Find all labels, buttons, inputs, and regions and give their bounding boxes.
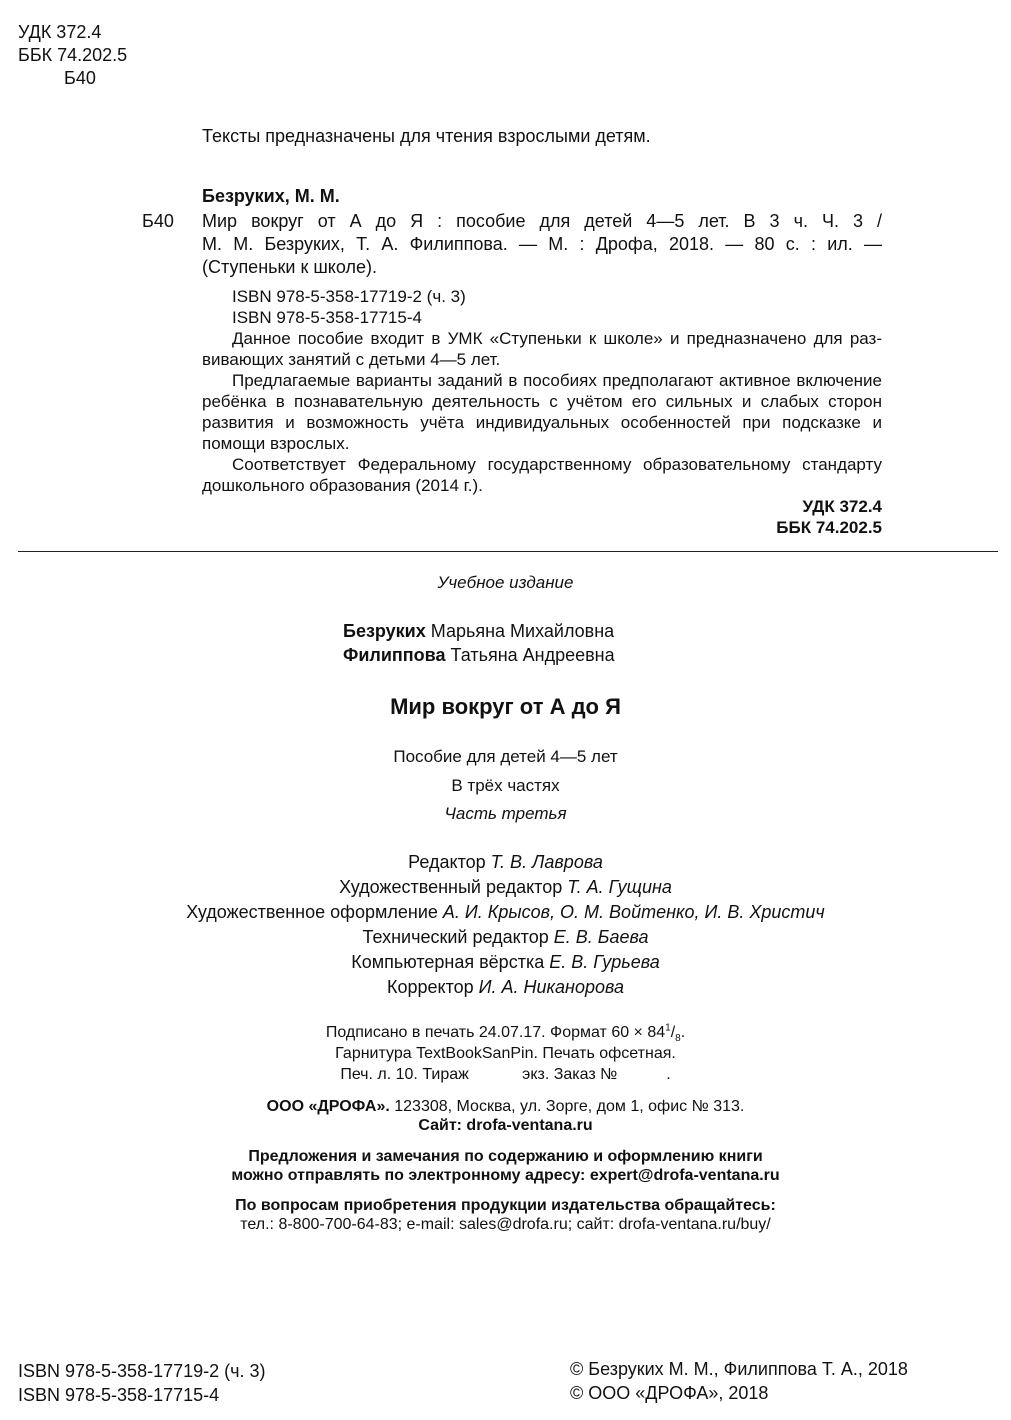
bib-author-heading: Безруких, М. М.	[202, 186, 340, 206]
print-info-line	[0, 1023, 1011, 1043]
credit-line	[0, 926, 1011, 948]
print-info-line: Гарнитура TextBookSanPin. Печать офсетная.	[335, 1045, 676, 1062]
annotation-line: Данное пособие входит в УМК «Ступеньки к школе» и предназначено для раз-	[232, 329, 882, 348]
format-denominator: 8	[675, 1033, 681, 1045]
publisher-site: Сайт: drofa-ventana.ru	[418, 1117, 593, 1134]
format-numerator: 1	[665, 1022, 671, 1034]
annotation-line: развития и возможность учёта индивидуальных особенностей при подсказке и	[202, 413, 882, 432]
author-surname: Безруких	[343, 621, 426, 641]
bib-udk: УДК 372.4	[802, 497, 882, 516]
author-surname: Филиппова	[343, 645, 446, 665]
book-parts: В трёх частях	[451, 776, 560, 795]
bib-description-line: Мир вокруг от А до Я : пособие для детей 4—5 лет. В 3 ч. Ч. 3 /	[202, 211, 882, 231]
publisher-name: ООО «ДРОФА».	[266, 1098, 390, 1115]
credit-name: Е. В. Гурьева	[549, 952, 660, 972]
book-subtitle: Пособие для детей 4—5 лет	[393, 747, 618, 766]
annotation-line: Соответствует Федеральному государственному образовательному стандарту	[232, 455, 882, 474]
credit-role: Художественное оформление	[186, 902, 443, 922]
edition-type: Учебное издание	[437, 573, 574, 592]
credit-role: Технический редактор	[362, 927, 554, 947]
annotation-line: дошкольного образования (2014 г.).	[202, 476, 483, 495]
credit-line	[0, 876, 1011, 898]
book-title: Мир вокруг от А до Я	[390, 694, 621, 719]
copyright-publisher: © ООО «ДРОФА», 2018	[570, 1383, 769, 1403]
reading-note: Тексты предназначены для чтения взрослыми детям.	[202, 126, 651, 146]
feedback-line: можно отправлять по электронному адресу: expert@drofa-ventana.ru	[231, 1167, 780, 1184]
format-end: .	[680, 1024, 686, 1041]
bib-description-line: (Ступеньки к школе).	[202, 257, 377, 277]
print-info-line: Печ. л. 10. Тираж экз. Заказ № .	[340, 1066, 671, 1083]
udk-code: УДК 372.4	[18, 22, 102, 42]
bib-description-line: М. М. Безруких, Т. А. Филиппова. — М. : Дрофа, 2018. — 80 с. : ил. —	[202, 234, 882, 254]
purchase-line: По вопросам приобретения продукции издательства обращайтесь:	[235, 1197, 776, 1214]
footer-isbn: ISBN 978-5-358-17719-2 (ч. 3)	[18, 1361, 266, 1381]
annotation-line: вивающих занятий с детьми 4—5 лет.	[202, 350, 501, 369]
purchase-contacts: тел.: 8-800-700-64-83; e-mail: sales@drofa.ru; сайт: drofa-ventana.ru/buy/	[240, 1216, 771, 1233]
credit-line	[0, 951, 1011, 973]
author-mark: Б40	[64, 68, 96, 88]
credit-line	[0, 901, 1011, 923]
annotation-line: помощи взрослых.	[202, 434, 350, 453]
credit-name: Т. В. Лаврова	[490, 852, 603, 872]
author-given-names: Марьяна Михайловна	[425, 621, 615, 641]
bbk-code: ББК 74.202.5	[18, 45, 128, 65]
credit-role: Редактор	[408, 852, 491, 872]
author-given-names: Татьяна Андреевна	[445, 645, 615, 665]
credit-role: Художественный редактор	[339, 877, 568, 897]
format-slash: /	[670, 1024, 676, 1041]
bib-isbn: ISBN 978-5-358-17715-4	[232, 308, 422, 327]
bib-mark: Б40	[142, 211, 174, 231]
author-line	[343, 644, 615, 666]
credit-role: Корректор	[386, 977, 479, 997]
book-part-name: Часть третья	[444, 804, 567, 823]
annotation-line: Предлагаемые варианты заданий в пособиях предполагают активное включение	[232, 371, 882, 390]
credit-name: Е. В. Баева	[553, 927, 649, 947]
print-format-text: Подписано в печать 24.07.17. Формат 60 × 84	[325, 1024, 666, 1041]
copyright-authors: © Безруких М. М., Филиппова Т. А., 2018	[570, 1359, 908, 1379]
credit-name: А. И. Крысов, О. М. Войтенко, И. В. Христич	[442, 902, 825, 922]
publisher-address-line	[0, 1097, 1011, 1117]
credit-line	[0, 851, 1011, 873]
author-line	[343, 620, 614, 642]
section-divider	[18, 551, 998, 552]
footer-isbn: ISBN 978-5-358-17715-4	[18, 1385, 220, 1405]
credit-role: Компьютерная вёрстка	[351, 952, 550, 972]
bib-bbk: ББК 74.202.5	[776, 518, 882, 537]
credit-name: Т. А. Гущина	[567, 877, 672, 897]
credit-line	[0, 976, 1011, 998]
publisher-address: 123308, Москва, ул. Зорге, дом 1, офис № 313.	[389, 1098, 745, 1115]
bib-isbn: ISBN 978-5-358-17719-2 (ч. 3)	[232, 287, 466, 306]
credit-name: И. А. Никанорова	[478, 977, 625, 997]
annotation-line: ребёнка в познавательную деятельность с учётом его сильных и слабых сторон	[202, 392, 882, 411]
feedback-line: Предложения и замечания по содержанию и оформлению книги	[248, 1148, 763, 1165]
